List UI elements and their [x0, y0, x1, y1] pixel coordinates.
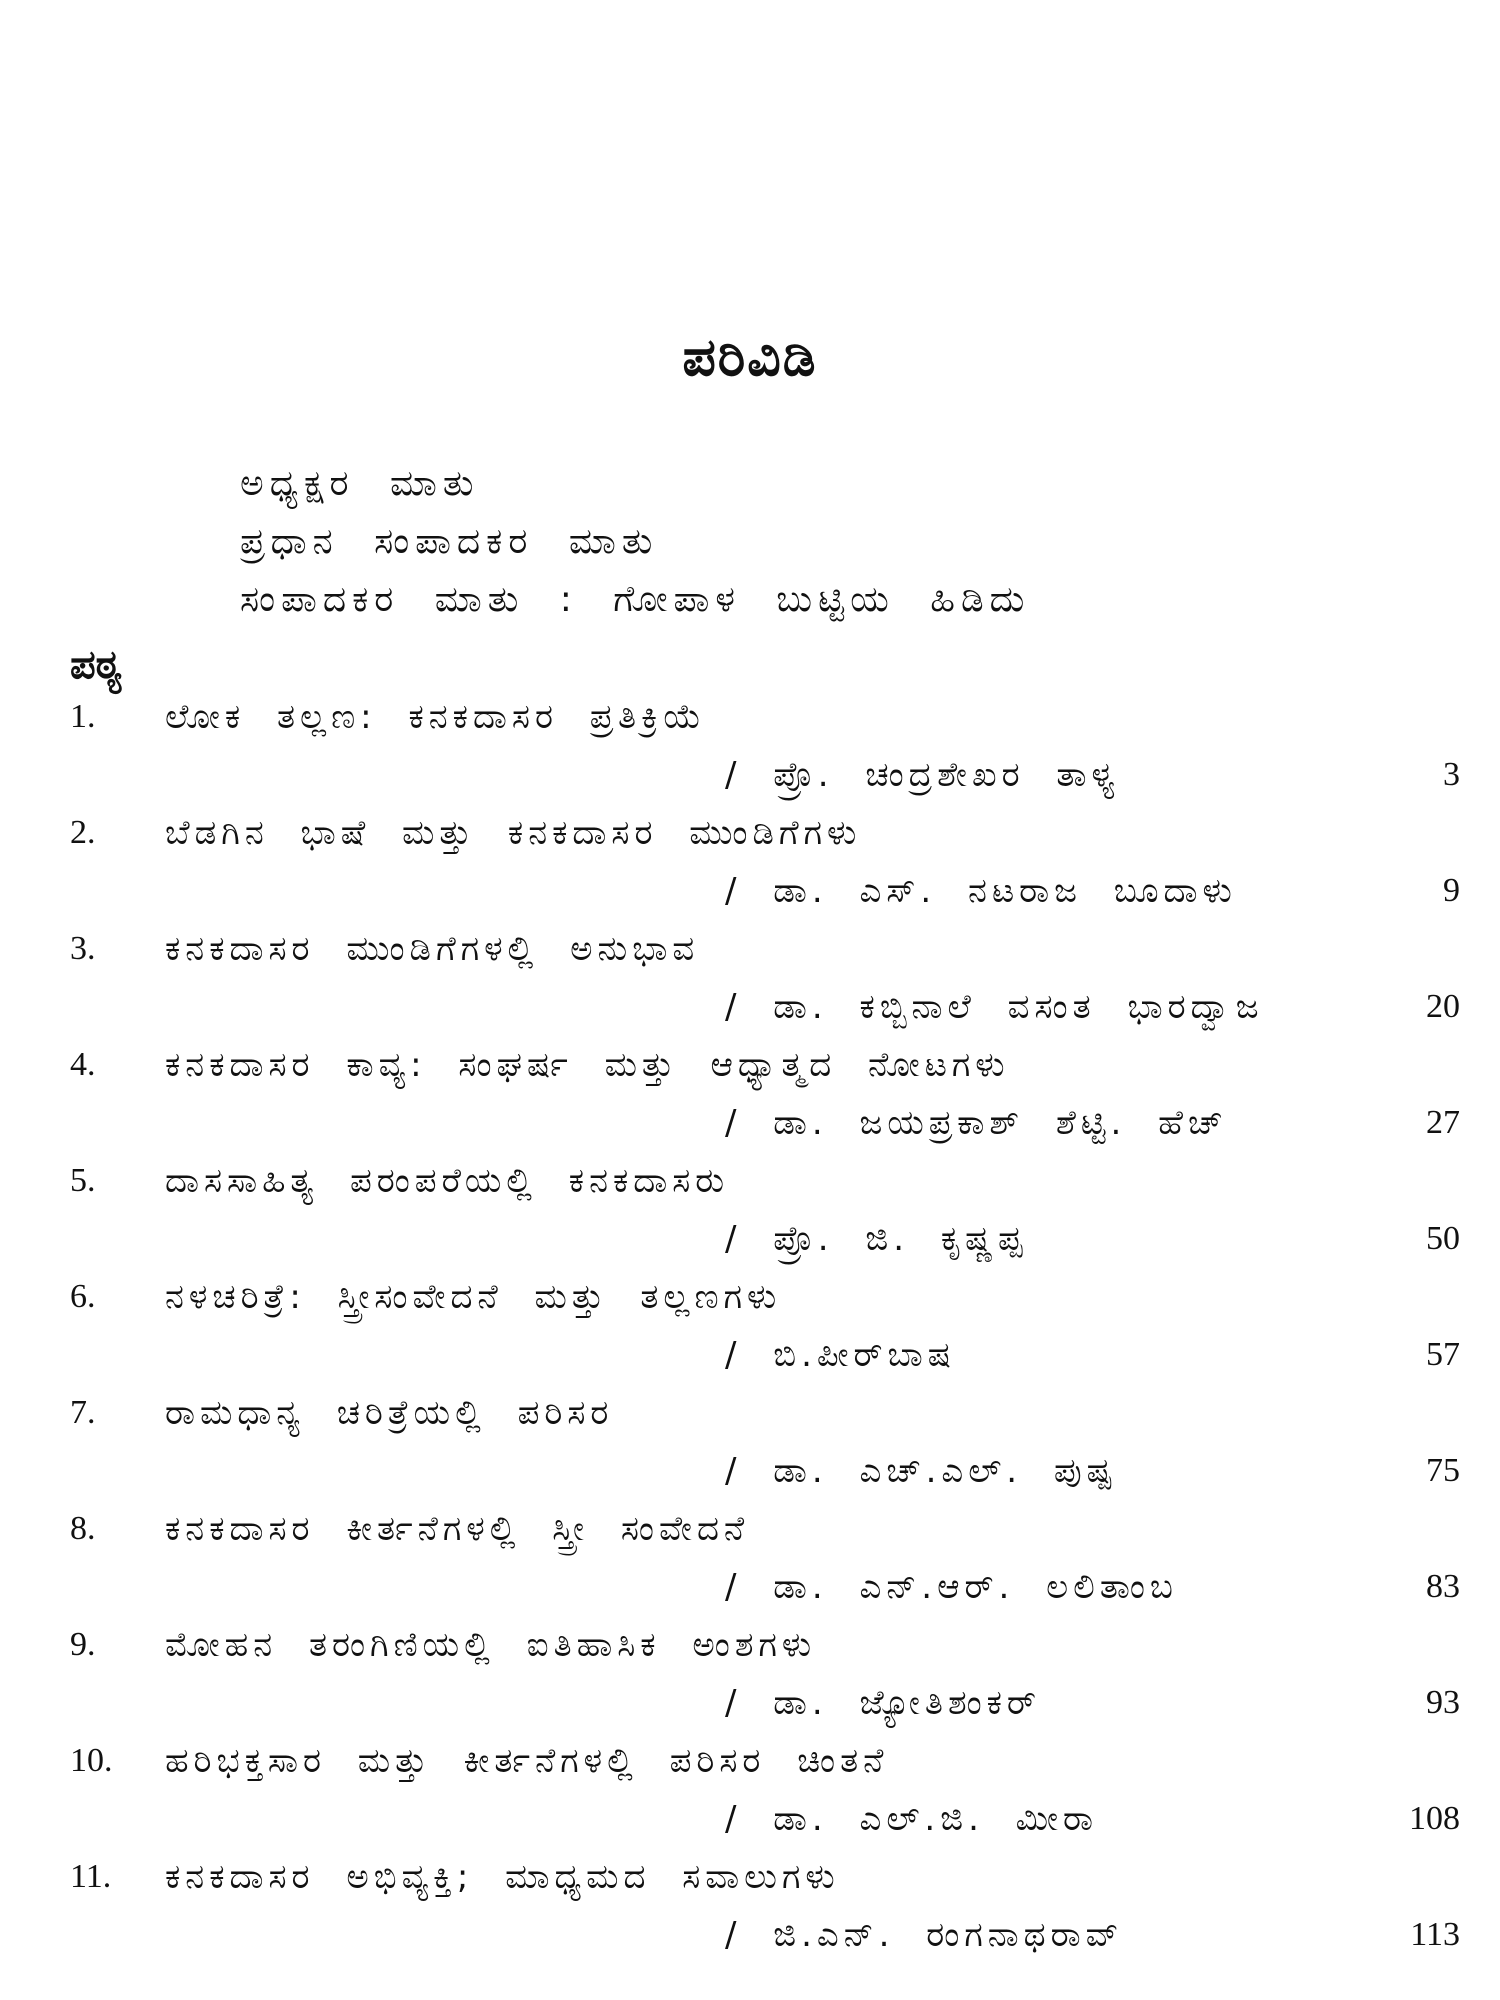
entry-page-number: 113 — [1410, 1916, 1460, 1953]
page-title: ಪರಿವಿಡಿ — [682, 328, 818, 388]
contents-entry — [70, 1384, 1460, 1500]
entry-page-number: 20 — [1426, 988, 1460, 1025]
entry-number: 1. — [70, 698, 96, 735]
entry-author: / ಪ್ರೊ. ಚಂದ್ರಶೇಖರ ತಾಳ್ಯ — [725, 755, 1120, 795]
entry-page-number: 108 — [1409, 1800, 1460, 1837]
entry-title: ಕನಕದಾಸರ ಮುಂಡಿಗೆಗಳಲ್ಲಿ ಅನುಭಾವ — [165, 929, 700, 969]
contents-entry — [70, 1500, 1460, 1616]
entry-page-number: 75 — [1426, 1452, 1460, 1489]
prelim-item: ಅಧ್ಯಕ್ಷರ ಮಾತು — [240, 463, 480, 504]
contents-entry — [70, 688, 1460, 804]
entry-author: / ಜಿ.ಎನ್. ರಂಗನಾಥರಾವ್ — [725, 1915, 1124, 1955]
entry-title: ಕನಕದಾಸರ ಅಭಿವ್ಯಕ್ತಿ; ಮಾಧ್ಯಮದ ಸವಾಲುಗಳು — [165, 1857, 840, 1897]
entry-number: 6. — [70, 1278, 96, 1315]
entry-author: / ಡಾ. ಎಚ್.ಎಲ್. ಪುಷ್ಪ — [725, 1451, 1118, 1491]
entry-number: 10. — [70, 1742, 113, 1779]
entry-title: ಲೋಕ ತಲ್ಲಣ: ಕನಕದಾಸರ ಪ್ರತಿಕ್ರಿಯೆ — [165, 697, 707, 737]
contents-entry — [70, 1036, 1460, 1152]
entry-page-number: 50 — [1426, 1220, 1460, 1257]
entry-author: / ಡಾ. ಜ್ಯೋತಿಶಂಕರ್ — [725, 1683, 1041, 1723]
entry-title: ಬೆಡಗಿನ ಭಾಷೆ ಮತ್ತು ಕನಕದಾಸರ ಮುಂಡಿಗೆಗಳು — [165, 813, 862, 853]
entry-title: ಹರಿಭಕ್ತಸಾರ ಮತ್ತು ಕೀರ್ತನೆಗಳಲ್ಲಿ ಪರಿಸರ ಚಿಂತನೆ — [165, 1741, 889, 1781]
entry-author: / ಬಿ.ಪೀರ್‌ಬಾಷ — [725, 1335, 956, 1375]
entry-number: 2. — [70, 814, 96, 851]
prelim-item: ಪ್ರಧಾನ ಸಂಪಾದಕರ ಮಾತು — [240, 521, 659, 562]
entry-title: ನಳಚರಿತ್ರೆ: ಸ್ತ್ರೀಸಂವೇದನೆ ಮತ್ತು ತಲ್ಲಣಗಳು — [165, 1277, 782, 1317]
entry-number: 9. — [70, 1626, 96, 1663]
entry-number: 4. — [70, 1046, 96, 1083]
entry-number: 8. — [70, 1510, 96, 1547]
entry-author: / ಪ್ರೊ. ಜಿ. ಕೃಷ್ಣಪ್ಪ — [725, 1219, 1028, 1259]
entry-title: ದಾಸಸಾಹಿತ್ಯ ಪರಂಪರೆಯಲ್ಲಿ ಕನಕದಾಸರು — [165, 1161, 730, 1201]
entry-number: 5. — [70, 1162, 96, 1199]
entry-title: ರಾಮಧಾನ್ಯ ಚರಿತ್ರೆಯಲ್ಲಿ ಪರಿಸರ — [165, 1393, 614, 1433]
contents-entry — [70, 920, 1460, 1036]
contents-entry — [70, 1152, 1460, 1268]
entry-page-number: 57 — [1426, 1336, 1460, 1373]
contents-entry — [70, 1848, 1460, 1964]
entry-author: / ಡಾ. ಎಲ್.ಜಿ. ಮೀರಾ — [725, 1799, 1098, 1839]
contents-list — [70, 688, 1460, 1964]
entry-author: / ಡಾ. ಜಯಪ್ರಕಾಶ್ ಶೆಟ್ಟಿ. ಹೆಚ್ — [725, 1103, 1228, 1143]
entry-page-number: 83 — [1426, 1568, 1460, 1605]
contents-entry — [70, 1268, 1460, 1384]
contents-entry — [70, 804, 1460, 920]
contents-entry — [70, 1732, 1460, 1848]
entry-page-number: 93 — [1426, 1684, 1460, 1721]
entry-author: / ಡಾ. ಎಸ್. ನಟರಾಜ ಬೂದಾಳು — [725, 871, 1237, 911]
contents-entry — [70, 1616, 1460, 1732]
entry-number: 11. — [70, 1858, 112, 1895]
entry-page-number: 9 — [1443, 872, 1460, 909]
entry-author: / ಡಾ. ಕಬ್ಬಿನಾಲೆ ವಸಂತ ಭಾರದ್ವಾಜ — [725, 987, 1264, 1027]
entry-author: / ಡಾ. ಎನ್.ಆರ್. ಲಲಿತಾಂಬ — [725, 1567, 1178, 1607]
entry-title: ಕನಕದಾಸರ ಕೀರ್ತನೆಗಳಲ್ಲಿ ಸ್ತ್ರೀ ಸಂವೇದನೆ — [165, 1509, 750, 1549]
section-heading: ಪಠ್ಯ — [70, 642, 123, 688]
entry-title: ಮೋಹನ ತರಂಗಿಣಿಯಲ್ಲಿ ಐತಿಹಾಸಿಕ ಅಂಶಗಳು — [165, 1625, 817, 1665]
preliminary-list — [240, 455, 1440, 629]
entry-number: 3. — [70, 930, 96, 967]
entry-page-number: 3 — [1443, 756, 1460, 793]
entry-page-number: 27 — [1426, 1104, 1460, 1141]
entry-title: ಕನಕದಾಸರ ಕಾವ್ಯ: ಸಂಘರ್ಷ ಮತ್ತು ಆಧ್ಯಾತ್ಮದ ನೋಟಗಳು — [165, 1045, 1010, 1085]
prelim-item: ಸಂಪಾದಕರ ಮಾತು : ಗೋಪಾಳ ಬುಟ್ಟಿಯ ಹಿಡಿದು — [240, 579, 1031, 620]
entry-number: 7. — [70, 1394, 96, 1431]
